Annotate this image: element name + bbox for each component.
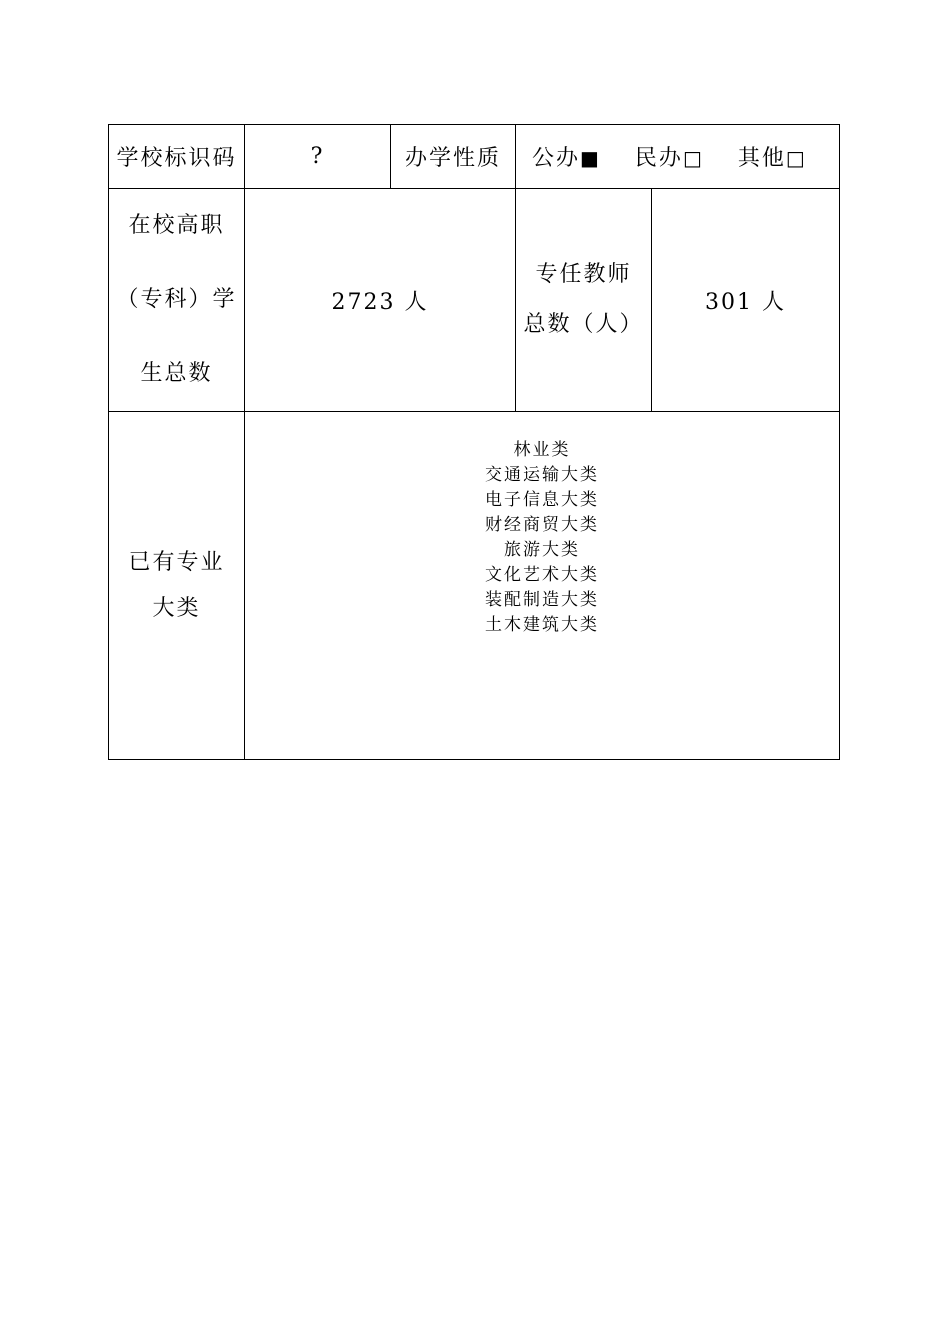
students-value: 2723 人 xyxy=(245,189,516,412)
unchecked-box-icon: □ xyxy=(682,146,704,170)
school-code-value: ? xyxy=(245,125,391,189)
nature-label: 办学性质 xyxy=(391,125,516,189)
nature-option-other: 其他□ xyxy=(737,146,807,171)
majors-list xyxy=(245,412,839,638)
nature-options xyxy=(516,141,839,172)
list-item: 土木建筑大类 xyxy=(485,615,599,635)
majors-label: 已有专业 大类 xyxy=(109,412,245,760)
list-item: 林业类 xyxy=(513,440,571,460)
list-item: 文化艺术大类 xyxy=(485,565,599,585)
nature-option-private: 民办□ xyxy=(634,146,704,171)
list-item: 旅游大类 xyxy=(504,540,580,560)
school-info-table xyxy=(108,124,840,760)
nature-option-public: 公办■ xyxy=(532,146,601,171)
students-label: 在校高职 （专科）学 生总数 xyxy=(109,189,245,412)
table-row xyxy=(109,189,840,412)
table-row xyxy=(109,412,840,760)
table-row xyxy=(109,125,840,189)
majors-cell xyxy=(245,412,840,760)
list-item: 交通运输大类 xyxy=(485,465,599,485)
teachers-value: 301 人 xyxy=(652,189,840,412)
list-item: 电子信息大类 xyxy=(485,490,599,510)
nature-options-cell xyxy=(516,125,840,189)
unchecked-box-icon: □ xyxy=(785,146,807,170)
list-item: 财经商贸大类 xyxy=(485,515,599,535)
teachers-label: 专任教师 总数（人） xyxy=(516,189,652,412)
school-code-label: 学校标识码 xyxy=(109,125,245,189)
list-item: 装配制造大类 xyxy=(485,590,599,610)
checked-box-icon: ■ xyxy=(580,146,601,170)
